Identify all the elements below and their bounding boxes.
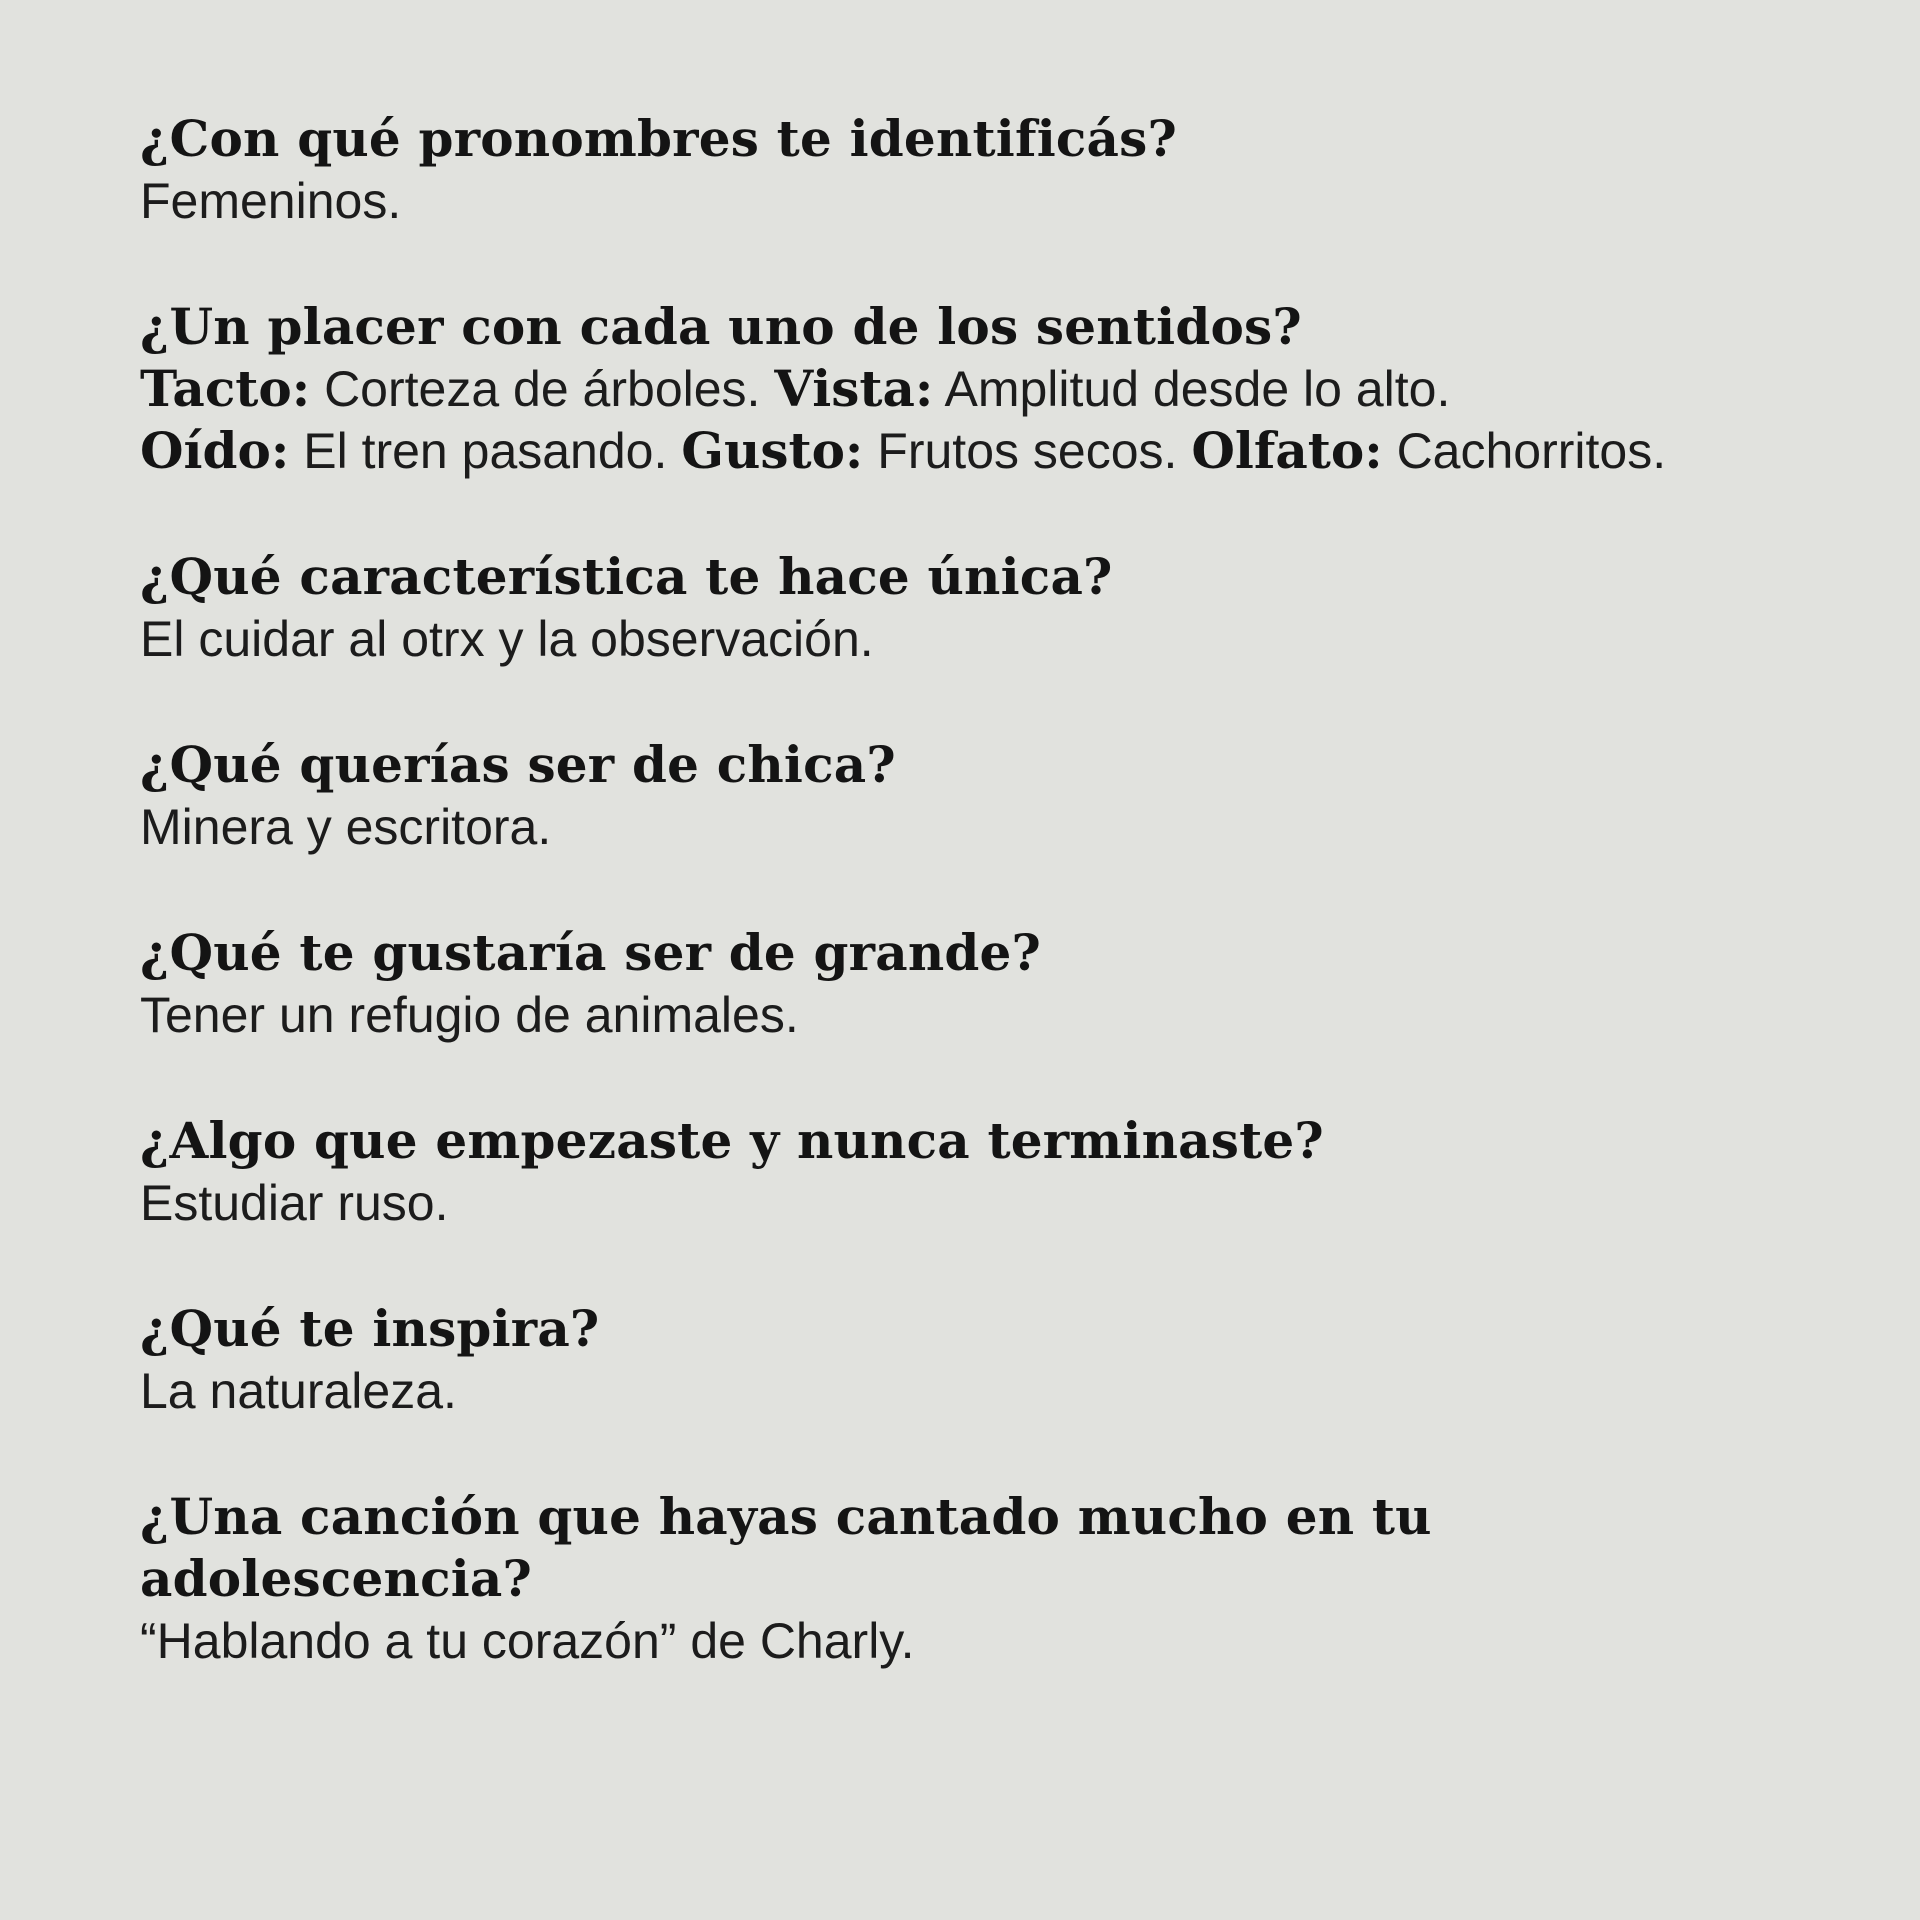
- sense-value-olfato: Cachorritos.: [1396, 423, 1667, 479]
- sense-label-vista: Vista:: [774, 359, 934, 418]
- questionnaire: [140, 108, 1840, 1736]
- sense-label-olfato: Olfato:: [1191, 421, 1383, 480]
- qa-item-inspiration: [140, 1298, 1840, 1422]
- sense-value-gusto: Frutos secos.: [877, 423, 1178, 479]
- answer: Tener un refugio de animales.: [140, 987, 799, 1043]
- answer: La naturaleza.: [140, 1363, 457, 1419]
- qa-item-pronouns: [140, 108, 1840, 232]
- qa-item-song: [140, 1486, 1840, 1672]
- sense-value-oido: El tren pasando.: [303, 423, 668, 479]
- question: ¿Un placer con cada uno de los sentidos?: [140, 297, 1302, 356]
- qa-item-senses: [140, 296, 1840, 482]
- sense-label-gusto: Gusto:: [681, 421, 864, 480]
- question: ¿Qué te gustaría ser de grande?: [140, 923, 1042, 982]
- sense-value-tacto: Corteza de árboles.: [324, 361, 761, 417]
- answer: El cuidar al otrx y la observación.: [140, 611, 874, 667]
- qa-item-unique-trait: [140, 546, 1840, 670]
- question: ¿Qué te inspira?: [140, 1299, 600, 1358]
- senses-line-2: [140, 420, 1840, 482]
- sense-label-oido: Oído:: [140, 421, 290, 480]
- answer: “Hablando a tu corazón” de Charly.: [140, 1613, 915, 1669]
- question: ¿Algo que empezaste y nunca terminaste?: [140, 1111, 1324, 1170]
- senses-line-1: [140, 358, 1840, 420]
- answer: Estudiar ruso.: [140, 1175, 449, 1231]
- qa-item-grown-up-dream: [140, 922, 1840, 1046]
- question: ¿Qué querías ser de chica?: [140, 735, 896, 794]
- answer: Femeninos.: [140, 173, 402, 229]
- qa-item-unfinished: [140, 1110, 1840, 1234]
- question: ¿Una canción que hayas cantado mucho en tu adolescencia?: [140, 1487, 1432, 1608]
- qa-item-childhood-dream: [140, 734, 1840, 858]
- sense-label-tacto: Tacto:: [140, 359, 311, 418]
- question: ¿Con qué pronombres te identificás?: [140, 109, 1177, 168]
- sense-value-vista: Amplitud desde lo alto.: [944, 361, 1451, 417]
- answer: Minera y escritora.: [140, 799, 552, 855]
- question: ¿Qué característica te hace única?: [140, 547, 1113, 606]
